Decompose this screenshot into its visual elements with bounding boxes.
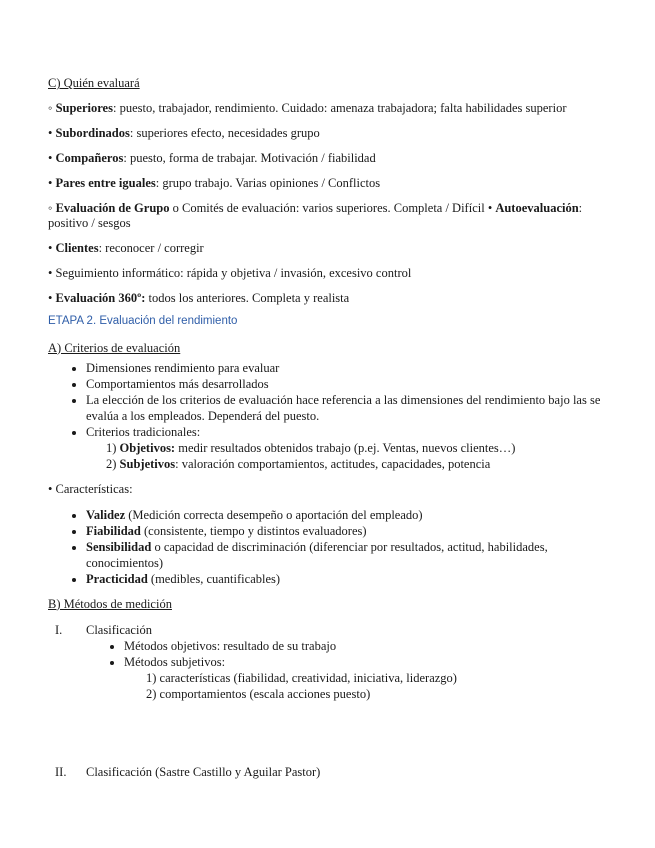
document-page bbox=[48, 76, 608, 780]
methods-list bbox=[86, 638, 608, 702]
item-seguimiento: • Seguimiento informático: rápida y objetiva / invasión, excesivo control bbox=[48, 266, 412, 280]
characteristics-label: • Características: bbox=[48, 481, 133, 496]
item-360: • Evaluación 360º: todos los anteriores. Completa y realista bbox=[48, 291, 350, 305]
characteristics-list bbox=[48, 507, 608, 587]
criteria-list bbox=[48, 360, 608, 472]
item-subordinados: • Subordinados: superiores efecto, necesidades grupo bbox=[48, 126, 320, 140]
classification-ii: II. Clasificación (Sastre Castillo y Aguilar Pastor) bbox=[55, 764, 321, 779]
subjective-methods-list bbox=[124, 670, 608, 702]
list-item: • Criterios tradicionales: 1) Objetivos: medir resultados obtenidos trabajo (p.ej. Ventas, nuevos clientes…) 2) Subjetivos: valoración comportamientos, actitudes, capacidades, potencia bbox=[86, 424, 608, 472]
list-item: • Dimensiones rendimiento para evaluar bbox=[86, 360, 608, 376]
item-pares: • Pares entre iguales: grupo trabajo. Varias opiniones / Conflictos bbox=[48, 176, 381, 190]
item-companeros: • Compañeros: puesto, forma de trabajar. Motivación / fiabilidad bbox=[48, 151, 376, 165]
item-superiores: ◦ Superiores: puesto, trabajador, rendimiento. Cuidado: amenaza trabajadora; falta habilidades superior bbox=[48, 101, 567, 115]
list-item: • Fiabilidad (consistente, tiempo y distintos evaluadores) bbox=[86, 523, 608, 539]
list-item: • Sensibilidad o capacidad de discriminación (diferenciar por resultados, actitud, habilidades, conocimientos) bbox=[86, 539, 608, 571]
section-c-heading: C) Quién evaluará bbox=[48, 76, 140, 90]
section-a-heading: A) Criterios de evaluación bbox=[48, 340, 181, 355]
list-item: • Comportamientos más desarrollados bbox=[86, 376, 608, 392]
list-item: • Métodos subjetivos: 1) características (fiabilidad, creatividad, iniciativa, liderazgo) 2) comportamientos (escala acciones puesto) bbox=[124, 654, 608, 702]
list-item: • La elección de los criterios de evaluación hace referencia a las dimensiones del rendimiento bajo las se evalúa a los empleados. Dependerá del puesto. bbox=[86, 392, 608, 424]
list-item: • Métodos objetivos: resultado de su trabajo bbox=[124, 638, 608, 654]
list-item: • Practicidad (medibles, cuantificables) bbox=[86, 571, 608, 587]
item-clientes: • Clientes: reconocer / corregir bbox=[48, 241, 204, 255]
list-item: 2) Subjetivos: valoración comportamientos, actitudes, capacidades, potencia bbox=[106, 456, 491, 471]
list-item: 1) características (fiabilidad, creatividad, iniciativa, liderazgo) bbox=[146, 670, 457, 685]
etapa-2-title: ETAPA 2. Evaluación del rendimiento bbox=[48, 315, 238, 327]
classification-i: I. Clasificación • Métodos objetivos: resultado de su trabajo • Métodos subjetivos: 1) características (fiabilidad, creatividad, iniciativa, liderazgo) 2) comportamientos (escala acciones puesto) bbox=[48, 622, 608, 702]
list-item: 2) comportamientos (escala acciones puesto) bbox=[146, 686, 371, 701]
traditional-criteria-list bbox=[86, 440, 608, 472]
list-item: • Validez (Medición correcta desempeño o aportación del empleado) bbox=[86, 507, 608, 523]
list-item: 1) Objetivos: medir resultados obtenidos trabajo (p.ej. Ventas, nuevos clientes…) bbox=[106, 440, 516, 455]
item-grupo-autoevaluacion: ◦ Evaluación de Grupo o Comités de evaluación: varios superiores. Completa / Difícil • Autoevaluación: positivo / sesgos bbox=[48, 201, 583, 230]
section-b-heading: B) Métodos de medición bbox=[48, 596, 172, 611]
